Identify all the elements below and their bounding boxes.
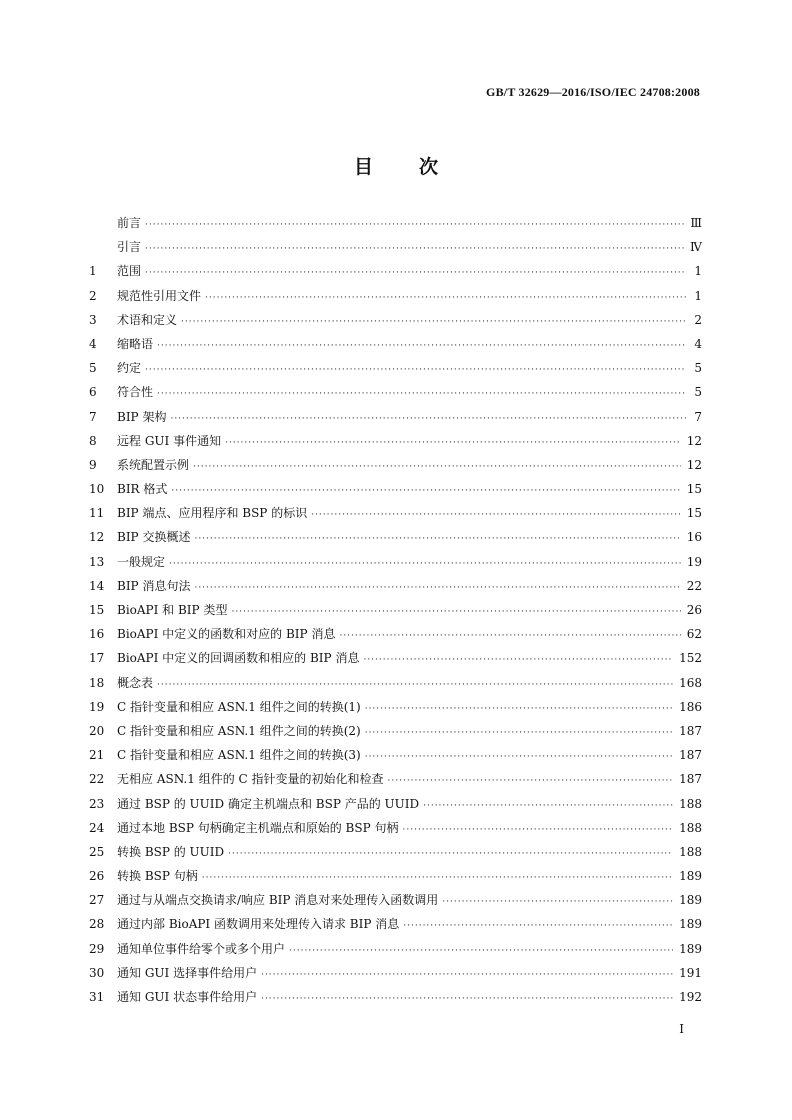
toc-entry-number: 2 — [89, 288, 97, 303]
toc-entry-number: 21 — [89, 748, 105, 763]
toc-entry[interactable] — [89, 456, 702, 480]
toc-leader-dots — [194, 534, 680, 544]
toc-entry-label: 转换 BSP 句柄 — [117, 869, 198, 884]
toc-leader-dots — [365, 704, 673, 714]
toc-entry-label: 通过与从端点交换请求/响应 BIP 消息对来处理传入函数调用 — [117, 893, 439, 908]
toc-leader-dots — [157, 680, 673, 690]
toc-entry-number: 4 — [89, 336, 97, 351]
toc-entry[interactable] — [89, 528, 702, 552]
toc-leader-dots — [145, 220, 684, 230]
toc-leader-dots — [171, 486, 680, 496]
toc-entry-number: 18 — [89, 675, 105, 690]
toc-leader-dots — [261, 970, 673, 980]
toc-leader-dots — [169, 559, 681, 569]
toc-entry-label: 通知单位事件给零个或多个用户 — [117, 941, 286, 956]
toc-entry-page: 187 — [679, 748, 702, 763]
toc-entry-page: 189 — [679, 893, 702, 908]
toc-entry-label: C 指针变量和相应 ASN.1 组件之间的转换(3) — [117, 748, 361, 763]
toc-entry[interactable] — [89, 262, 702, 286]
toc-entry[interactable] — [89, 988, 702, 1012]
toc-entry-label: 通知 GUI 选择事件给用户 — [117, 965, 258, 980]
page-number: Ⅰ — [679, 1022, 684, 1036]
toc-entry-number: 30 — [89, 965, 105, 980]
toc-entry[interactable] — [89, 311, 702, 335]
toc-entry-label: 符合性 — [117, 385, 154, 400]
toc-leader-dots — [157, 389, 686, 399]
toc-entry-page: 1 — [694, 288, 702, 303]
toc-entry-number: 11 — [89, 506, 105, 521]
toc-entry-page: 5 — [694, 385, 702, 400]
toc-entry-page: 19 — [686, 554, 702, 569]
title-char-1: 目 — [353, 156, 373, 178]
toc-entry-label: 范围 — [117, 264, 142, 279]
toc-leader-dots — [423, 801, 673, 811]
toc-leader-dots — [145, 244, 684, 254]
toc-entry-label: C 指针变量和相应 ASN.1 组件之间的转换(2) — [117, 723, 361, 738]
toc-leader-dots — [261, 994, 673, 1004]
toc-entry-label: 约定 — [117, 361, 142, 376]
toc-entry-number: 25 — [89, 844, 105, 859]
toc-leader-dots — [145, 268, 686, 278]
toc-leader-dots — [228, 849, 673, 859]
toc-entry[interactable] — [89, 408, 702, 432]
toc-entry[interactable] — [89, 674, 702, 698]
toc-entry-page: 26 — [686, 603, 702, 617]
toc-entry[interactable] — [89, 722, 702, 746]
toc-entry-label: 远程 GUI 事件通知 — [117, 433, 222, 448]
toc-entry-label: BIP 架构 — [117, 409, 167, 424]
toc-entry-number: 13 — [89, 554, 105, 569]
toc-entry-page: 186 — [679, 699, 702, 714]
toc-entry-label: C 指针变量和相应 ASN.1 组件之间的转换(1) — [117, 699, 361, 714]
toc-entry-label: 概念表 — [117, 675, 154, 690]
toc-entry-page: 22 — [686, 578, 702, 593]
toc-entry[interactable] — [89, 915, 702, 939]
toc-leader-dots — [365, 752, 673, 762]
toc-entry-number: 6 — [89, 385, 97, 400]
toc-leader-dots — [145, 365, 686, 375]
title-char-2: 次 — [419, 156, 439, 178]
toc-entry-label: BIP 交换概述 — [117, 530, 191, 545]
toc-leader-dots — [157, 341, 686, 351]
toc-leader-dots — [231, 607, 680, 617]
toc-entry[interactable] — [89, 601, 702, 625]
toc-entry[interactable] — [89, 287, 702, 311]
toc-entry-number: 24 — [89, 820, 105, 835]
toc-leader-dots — [403, 921, 673, 931]
toc-entry-page: 188 — [679, 796, 702, 811]
toc-leader-dots — [365, 728, 673, 738]
toc-entry[interactable] — [89, 383, 702, 407]
toc-entry-label: 通过内部 BioAPI 函数调用来处理传入请求 BIP 消息 — [117, 917, 400, 932]
toc-entry-page: 152 — [679, 651, 702, 666]
toc-leader-dots — [170, 414, 686, 424]
toc-leader-dots — [289, 946, 673, 956]
toc-entry-number: 20 — [89, 723, 105, 738]
toc-entry-label: BioAPI 中定义的回调函数和相应的 BIP 消息 — [117, 651, 360, 666]
toc-entry-label: BioAPI 中定义的函数和对应的 BIP 消息 — [117, 627, 336, 642]
toc-leader-dots — [193, 462, 681, 472]
toc-entry-number: 31 — [89, 990, 105, 1004]
toc-entry-label: 通过本地 BSP 句柄确定主机端点和原始的 BSP 句柄 — [117, 820, 399, 835]
toc-entry-number: 15 — [89, 603, 105, 617]
toc-entry-page: 187 — [679, 723, 702, 738]
toc-entry-number: 9 — [89, 457, 97, 472]
toc-entry-page: 189 — [679, 941, 702, 956]
toc-leader-dots — [311, 510, 681, 520]
toc-entry-label: 转换 BSP 的 UUID — [117, 844, 225, 859]
toc-entry-label: 前言 — [117, 216, 142, 230]
toc-entry-label: BIP 消息句法 — [117, 578, 191, 593]
toc-entry-label: 缩略语 — [117, 336, 154, 351]
toc-entry-label: 术语和定义 — [117, 312, 178, 327]
toc-entry-label: BIP 端点、应用程序和 BSP 的标识 — [117, 506, 308, 521]
toc-leader-dots — [363, 655, 673, 665]
toc-entry-number: 22 — [89, 772, 105, 787]
toc-entry[interactable] — [89, 891, 702, 915]
toc-entry-page: 5 — [694, 361, 702, 376]
toc-entry-page: 62 — [686, 627, 702, 642]
toc-entry-page: 1 — [694, 264, 702, 279]
toc-entry-number: 19 — [89, 699, 105, 714]
toc-entry-page: 15 — [686, 482, 702, 497]
toc-leader-dots — [194, 583, 680, 593]
toc-entry-number: 27 — [89, 893, 105, 908]
table-of-contents — [89, 214, 702, 1012]
toc-entry-page: 15 — [686, 506, 702, 521]
toc-entry-label: 通过 BSP 的 UUID 确定主机端点和 BSP 产品的 UUID — [117, 796, 420, 811]
toc-leader-dots — [202, 873, 673, 883]
toc-entry-number: 28 — [89, 917, 105, 932]
toc-entry-label: BioAPI 和 BIP 类型 — [117, 603, 228, 617]
toc-entry-label: 引言 — [117, 240, 142, 255]
toc-entry-page: 12 — [686, 433, 702, 448]
toc-entry-label: 无相应 ASN.1 组件的 C 指针变量的初始化和检查 — [117, 772, 384, 787]
toc-entry-number: 1 — [89, 264, 97, 279]
toc-entry-page: 189 — [679, 869, 702, 884]
toc-entry-label: BIR 格式 — [117, 482, 168, 497]
toc-entry-page: 191 — [679, 965, 702, 980]
toc-entry-number: 5 — [89, 361, 97, 376]
toc-entry[interactable] — [89, 940, 702, 964]
toc-entry-page: 7 — [694, 409, 702, 424]
toc-entry[interactable] — [89, 843, 702, 867]
toc-entry[interactable] — [89, 698, 702, 722]
toc-entry-number: 29 — [89, 941, 105, 956]
toc-entry-page: 188 — [679, 820, 702, 835]
toc-leader-dots — [388, 776, 674, 786]
toc-entry[interactable] — [89, 625, 702, 649]
toc-entry-page: Ⅳ — [690, 240, 702, 255]
toc-entry[interactable] — [89, 649, 702, 673]
toc-leader-dots — [339, 631, 680, 641]
toc-entry-label: 通知 GUI 状态事件给用户 — [117, 990, 258, 1004]
toc-entry-page: 189 — [679, 917, 702, 932]
toc-entry-label: 系统配置示例 — [117, 457, 190, 472]
toc-entry-page: 2 — [694, 312, 702, 327]
toc-entry[interactable] — [89, 432, 702, 456]
toc-entry-number: 17 — [89, 651, 105, 666]
toc-entry-page: 188 — [679, 844, 702, 859]
toc-entry[interactable] — [89, 795, 702, 819]
toc-entry[interactable] — [89, 359, 702, 383]
toc-entry-number: 3 — [89, 312, 97, 327]
toc-leader-dots — [442, 897, 673, 907]
toc-leader-dots — [225, 438, 681, 448]
toc-entry[interactable] — [89, 504, 702, 528]
toc-entry-number: 8 — [89, 433, 97, 448]
toc-entry-number: 14 — [89, 578, 105, 593]
toc-entry[interactable] — [89, 335, 702, 359]
toc-entry-page: Ⅲ — [690, 216, 702, 230]
toc-entry[interactable] — [89, 480, 702, 504]
toc-entry-number: 23 — [89, 796, 105, 811]
toc-entry-page: 4 — [694, 336, 702, 351]
toc-entry-number: 12 — [89, 530, 105, 545]
toc-entry[interactable] — [89, 214, 702, 238]
standard-header: GB/T 32629—2016/ISO/IEC 24708:2008 — [486, 85, 700, 99]
toc-entry-number: 16 — [89, 627, 105, 642]
toc-leader-dots — [403, 825, 674, 835]
toc-entry[interactable] — [89, 770, 702, 794]
toc-entry-page: 187 — [679, 772, 702, 787]
toc-entry-page: 12 — [686, 457, 702, 472]
toc-entry-page: 16 — [686, 530, 702, 545]
page-title — [0, 152, 792, 179]
toc-entry[interactable] — [89, 867, 702, 891]
toc-entry-label: 一般规定 — [117, 554, 166, 569]
toc-entry-number: 26 — [89, 869, 105, 884]
toc-leader-dots — [181, 317, 686, 327]
toc-entry[interactable] — [89, 238, 702, 262]
toc-entry[interactable] — [89, 746, 702, 770]
toc-leader-dots — [205, 293, 686, 303]
toc-entry-page: 168 — [679, 675, 702, 690]
toc-entry[interactable] — [89, 964, 702, 988]
toc-entry[interactable] — [89, 819, 702, 843]
toc-entry-number: 10 — [89, 482, 105, 497]
toc-entry[interactable] — [89, 577, 702, 601]
toc-entry[interactable] — [89, 553, 702, 577]
toc-entry-page: 192 — [679, 990, 702, 1004]
toc-entry-label: 规范性引用文件 — [117, 288, 202, 303]
toc-entry-number: 7 — [89, 409, 97, 424]
